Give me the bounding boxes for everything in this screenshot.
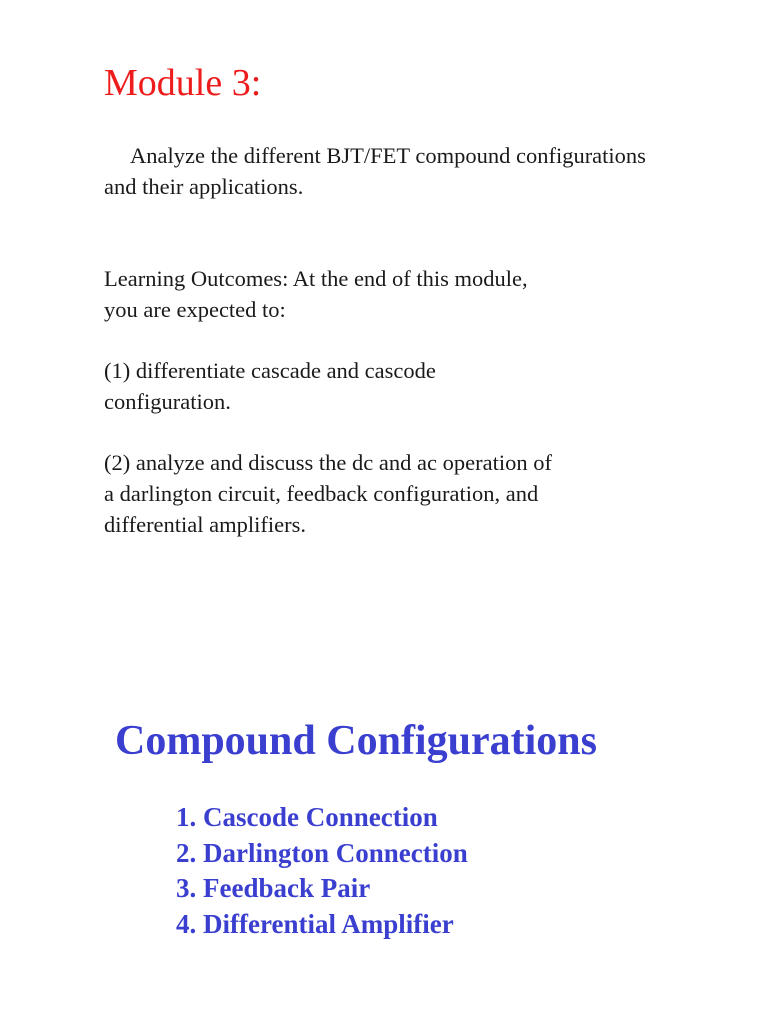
outcome-item-2 [104, 447, 664, 540]
module-objective [104, 140, 664, 202]
learning-outcomes-intro [104, 263, 664, 325]
outcome-item-2-line-3: differential amplifiers. [104, 512, 307, 537]
learning-outcomes-line-1: Learning Outcomes: At the end of this module, [104, 266, 528, 291]
config-item-cascode: 1. Cascode Connection [176, 802, 438, 832]
module-objective-text: Analyze the different BJT/FET compound configurations and their applications. [104, 143, 646, 199]
module-title: Module 3: [104, 62, 262, 104]
compound-configurations-list [176, 800, 468, 942]
outcome-item-2-line-2: a darlington circuit, feedback configuration, and [104, 481, 539, 506]
outcome-item-2-line-1: (2) analyze and discuss the dc and ac operation of [104, 450, 552, 475]
config-item-differential-amplifier: 4. Differential Amplifier [176, 908, 454, 939]
outcome-item-1 [104, 355, 664, 417]
outcome-item-1-line-1: (1) differentiate cascade and cascode [104, 358, 436, 383]
compound-configurations-title: Compound Configurations [115, 718, 597, 764]
config-item-feedback-pair: 3. Feedback Pair [176, 873, 371, 903]
learning-outcomes-line-2: you are expected to: [104, 297, 286, 322]
config-item-darlington: 2. Darlington Connection [176, 837, 468, 868]
outcome-item-1-line-2: configuration. [104, 389, 231, 414]
